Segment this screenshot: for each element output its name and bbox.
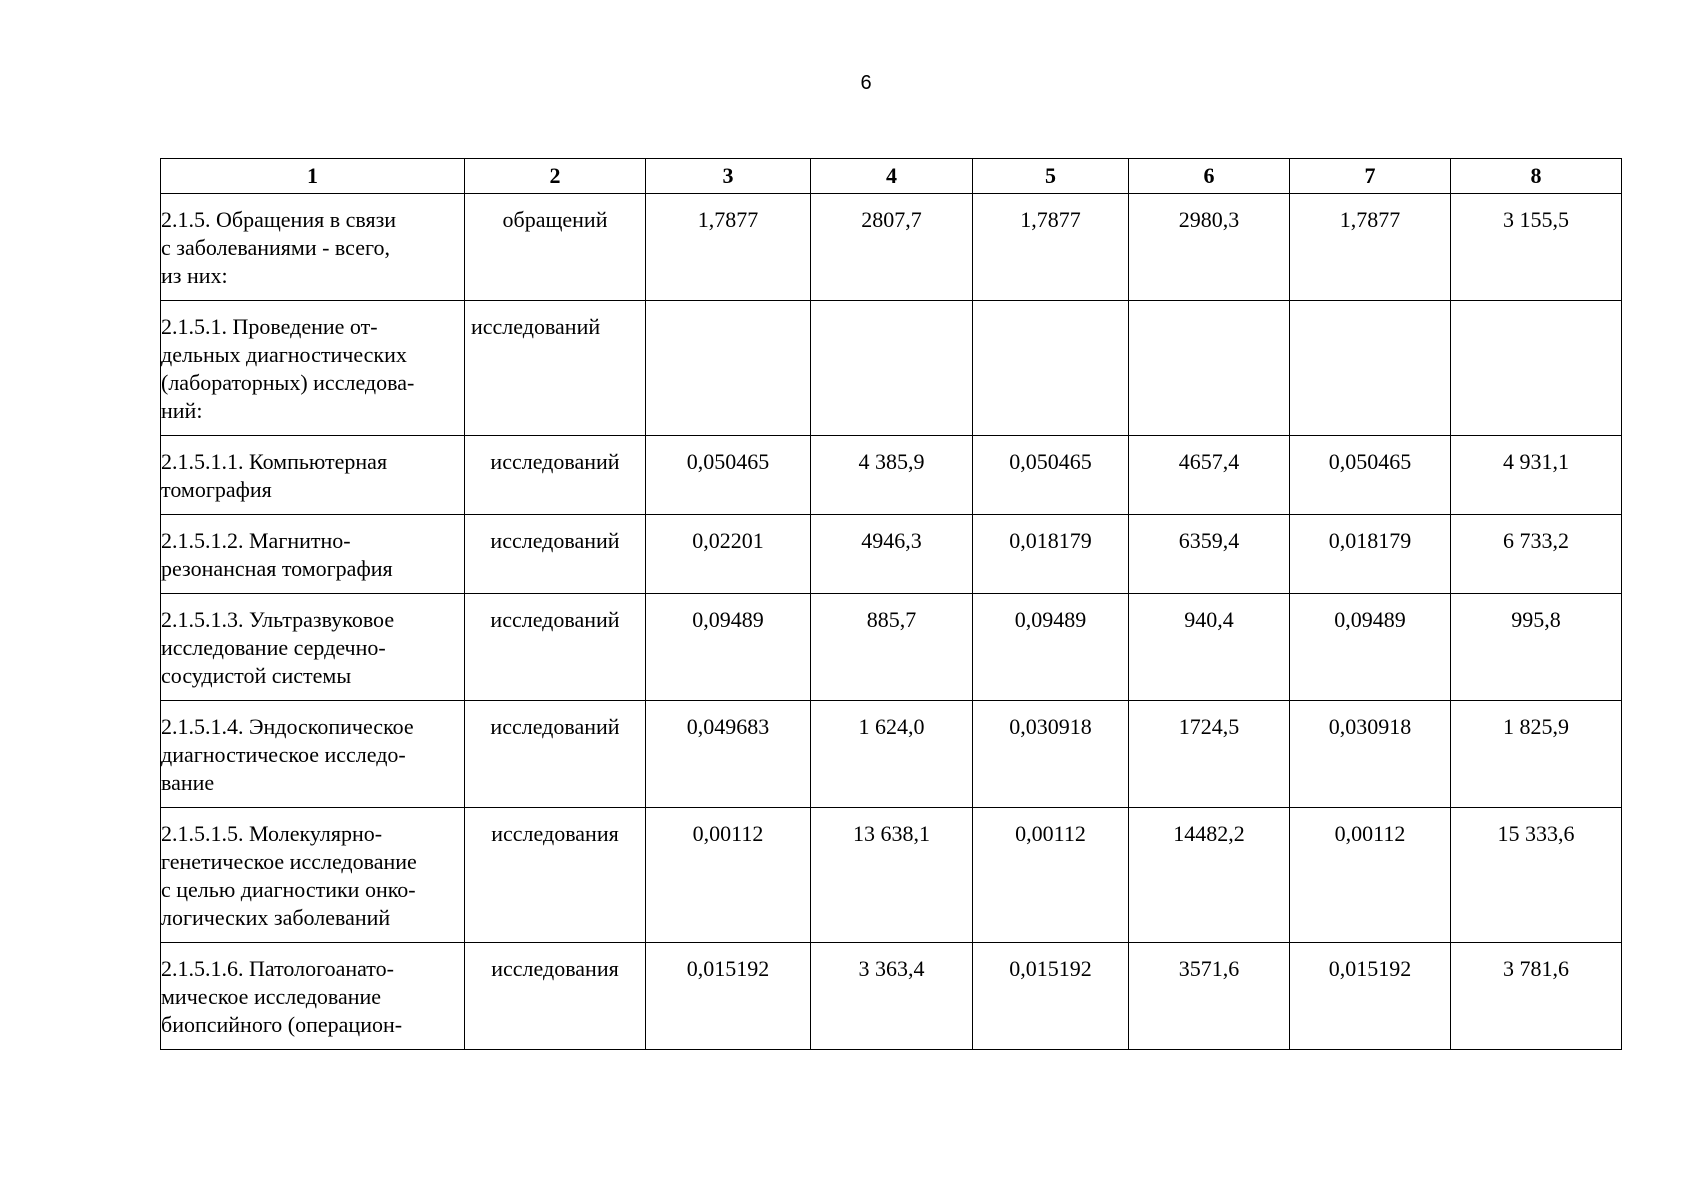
column-header: 7	[1290, 159, 1451, 194]
header-row	[161, 159, 1622, 194]
value-cell: 0,09489	[973, 594, 1129, 701]
value-cell: 3 781,6	[1451, 943, 1622, 1050]
row-name-cell	[161, 943, 465, 1050]
row-name-line: из них:	[161, 263, 228, 288]
column-header: 6	[1129, 159, 1290, 194]
value-cell: 0,00112	[646, 808, 811, 943]
column-header: 2	[465, 159, 646, 194]
value-cell: 0,030918	[973, 701, 1129, 808]
value-cell: 0,015192	[646, 943, 811, 1050]
row-name-line: 2.1.5.1.4. Эндоскопическое	[161, 714, 414, 739]
value-cell: 0,09489	[646, 594, 811, 701]
value-cell: 0,050465	[973, 436, 1129, 515]
row-name-line: дельных диагностических	[161, 342, 407, 367]
row-name-line: логических заболеваний	[161, 905, 391, 930]
value-cell: 1 624,0	[811, 701, 973, 808]
row-name-cell	[161, 808, 465, 943]
row-unit-cell: исследований	[465, 594, 646, 701]
row-name-line: мическое исследование	[161, 984, 382, 1009]
table-row	[161, 515, 1622, 594]
row-name-cell	[161, 701, 465, 808]
value-cell: 940,4	[1129, 594, 1290, 701]
row-unit-cell: исследования	[465, 943, 646, 1050]
page-number: 6	[860, 72, 872, 94]
value-cell: 1,7877	[1290, 194, 1451, 301]
row-name-cell	[161, 194, 465, 301]
row-name-line: 2.1.5.1.6. Патологоанато-	[161, 956, 394, 981]
row-unit-cell: исследования	[465, 808, 646, 943]
value-cell: 0,09489	[1290, 594, 1451, 701]
value-cell: 3 363,4	[811, 943, 973, 1050]
row-unit-cell: исследований	[465, 436, 646, 515]
value-cell: 4946,3	[811, 515, 973, 594]
row-name-line: с заболеваниями - всего,	[161, 235, 390, 260]
value-cell	[1451, 301, 1622, 436]
value-cell: 6359,4	[1129, 515, 1290, 594]
value-cell: 0,049683	[646, 701, 811, 808]
value-cell	[1290, 301, 1451, 436]
value-cell: 4657,4	[1129, 436, 1290, 515]
value-cell	[646, 301, 811, 436]
row-name-line: 2.1.5.1.5. Молекулярно-	[161, 821, 383, 846]
column-header: 4	[811, 159, 973, 194]
row-name-cell	[161, 436, 465, 515]
table-row	[161, 301, 1622, 436]
row-name-line: 2.1.5.1.2. Магнитно-	[161, 528, 351, 553]
value-cell: 3571,6	[1129, 943, 1290, 1050]
row-unit-cell: обращений	[465, 194, 646, 301]
row-name-line: резонансная томография	[161, 556, 393, 581]
row-name-line: 2.1.5.1. Проведение от-	[161, 314, 378, 339]
value-cell: 0,018179	[973, 515, 1129, 594]
row-name-line: диагностическое исследо-	[161, 742, 406, 767]
row-name-line: ний:	[161, 398, 203, 423]
value-cell: 2807,7	[811, 194, 973, 301]
table-row	[161, 594, 1622, 701]
value-cell: 3 155,5	[1451, 194, 1622, 301]
table-row	[161, 701, 1622, 808]
value-cell: 1,7877	[973, 194, 1129, 301]
column-header: 1	[161, 159, 465, 194]
row-name-line: генетическое исследование	[161, 849, 417, 874]
value-cell: 0,015192	[973, 943, 1129, 1050]
value-cell: 4 931,1	[1451, 436, 1622, 515]
table-row	[161, 436, 1622, 515]
value-cell: 0,030918	[1290, 701, 1451, 808]
row-unit-cell: исследований	[465, 701, 646, 808]
column-header: 8	[1451, 159, 1622, 194]
value-cell: 995,8	[1451, 594, 1622, 701]
data-table	[160, 158, 1622, 1050]
value-cell	[811, 301, 973, 436]
row-name-line: биопсийного (операцион-	[161, 1012, 403, 1037]
value-cell: 14482,2	[1129, 808, 1290, 943]
row-name-line: с целью диагностики онко-	[161, 877, 416, 902]
value-cell: 1724,5	[1129, 701, 1290, 808]
row-name-cell	[161, 594, 465, 701]
value-cell: 0,050465	[646, 436, 811, 515]
value-cell: 1 825,9	[1451, 701, 1622, 808]
value-cell: 885,7	[811, 594, 973, 701]
table-row	[161, 194, 1622, 301]
column-header: 5	[973, 159, 1129, 194]
row-name-line: (лабораторных) исследова-	[161, 370, 415, 395]
table-row	[161, 808, 1622, 943]
row-name-line: 2.1.5.1.3. Ультразвуковое	[161, 607, 395, 632]
value-cell: 2980,3	[1129, 194, 1290, 301]
value-cell: 0,018179	[1290, 515, 1451, 594]
value-cell: 1,7877	[646, 194, 811, 301]
value-cell	[973, 301, 1129, 436]
value-cell: 0,015192	[1290, 943, 1451, 1050]
row-name-line: исследование сердечно-	[161, 635, 386, 660]
value-cell: 0,00112	[1290, 808, 1451, 943]
value-cell: 0,02201	[646, 515, 811, 594]
value-cell: 13 638,1	[811, 808, 973, 943]
value-cell: 6 733,2	[1451, 515, 1622, 594]
row-name-line: томография	[161, 477, 272, 502]
value-cell: 15 333,6	[1451, 808, 1622, 943]
value-cell: 0,00112	[973, 808, 1129, 943]
row-name-line: 2.1.5. Обращения в связи	[161, 207, 397, 232]
row-unit-cell: исследований	[465, 515, 646, 594]
row-name-line: 2.1.5.1.1. Компьютерная	[161, 449, 388, 474]
row-name-line: сосудистой системы	[161, 663, 352, 688]
column-header: 3	[646, 159, 811, 194]
value-cell: 4 385,9	[811, 436, 973, 515]
row-name-line: вание	[161, 770, 215, 795]
table-row	[161, 943, 1622, 1050]
row-name-cell	[161, 301, 465, 436]
value-cell: 0,050465	[1290, 436, 1451, 515]
row-name-cell	[161, 515, 465, 594]
value-cell	[1129, 301, 1290, 436]
row-unit-cell: исследований	[465, 301, 646, 436]
